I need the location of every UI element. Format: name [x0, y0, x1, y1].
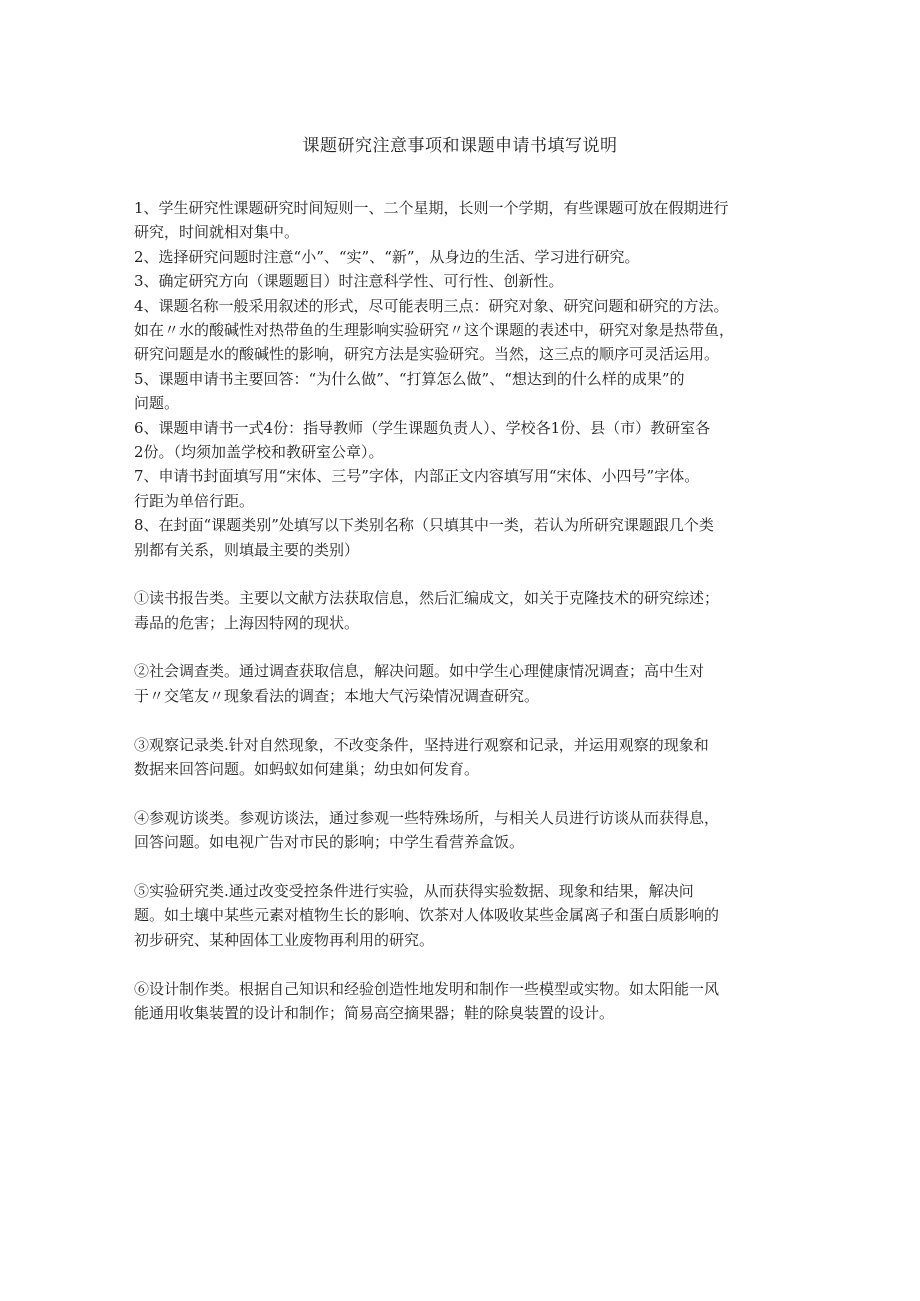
rule-item-1: 1、学生研究性课题研究时间短则一、二个星期，长则一个学期，有些课题可放在假期进行 研究，时间就相对集中。 — [134, 199, 729, 242]
document-body — [134, 196, 824, 1050]
rule-item-5: 5、课题申请书主要回答：“为什么做”、“打算怎么做”、“想达到的什么样的成果”的 问题。 — [134, 369, 685, 413]
rules-list — [134, 196, 824, 562]
rule-item-3: 3、确定研究方向（课题题目）时注意科学性、可行性、创新性。 — [134, 272, 564, 291]
category-visit-interview: ④参观访谈类。参观访谈法，通过参观一些特殊场所，与相关人员进行访谈从而获得息， 回答问题。如电视广告对市民的影响；中学生看营养盒饭。 — [134, 808, 720, 852]
document-title: 课题研究注意事项和课题申请书填写说明 — [302, 136, 618, 156]
category-list — [134, 586, 824, 1025]
rule-item-8: 8、在封面“课题类别”处填写以下类别名称（只填其中一类，若认为所研究课题跟几个类 别都有关系，则填最主要的类别） — [134, 516, 714, 559]
rule-item-7: 7、申请书封面填写用“宋体、三号”字体，内部正文内容填写用“宋体、小四号”字体。 行距为单倍行距。 — [134, 467, 700, 510]
category-observation-record: ③观察记录类.针对自然现象，不改变条件，坚持进行观察和记录，并运用观察的现象和 数据来回答问题。如蚂蚁如何建巢；幼虫如何发育。 — [134, 735, 709, 778]
rule-item-2: 2、选择研究问题时注意“小”、“实”、“新”，从身边的生活、学习进行研究。 — [134, 247, 640, 266]
category-experiment-research: ⑤实验研究类.通过改变受控条件进行实验，从而获得实验数据、现象和结果，解决问 题。如土壤中某些元素对植物生长的影响、饮茶对人体吸收某些金属离子和蛋白质影响的 初步研究、某种固体工业废物再利用的研究。 — [134, 881, 720, 949]
rule-item-6: 6、课题申请书一式4份：指导教师（学生课题负责人）、学校各1份、县（市）教研室各 2份。（均须加盖学校和教研室公章）。 — [134, 418, 711, 462]
category-reading-report: ①读书报告类。主要以文献方法获取信息，然后汇编成文，如关于克隆技术的研究综述； 毒品的危害；上海因特网的现状。 — [134, 589, 720, 632]
rule-item-4: 4、课题名称一般采用叙述的形式，尽可能表明三点：研究对象、研究问题和研究的方法。 如在〃水的酸碱性对热带鱼的生理影响实验研究〃这个课题的表述中，研究对象是热带鱼， 研究问题是水的酸碱性的影响，研究方法是实验研究。当然，这三点的顺序可灵活运用。 — [134, 296, 735, 364]
category-design-make: ⑥设计制作类。根据自己知识和经验创造性地发明和制作一些模型或实物。如太阳能一风 能通用收集装置的设计和制作；简易高空摘果器；鞋的除臭装置的设计。 — [134, 979, 720, 1022]
category-social-survey: ②社会调查类。通过调查获取信息，解决问题。如中学生心理健康情况调查；高中生对 于〃交笔友〃现象看法的调查；本地大气污染情况调查研究。 — [134, 662, 705, 705]
